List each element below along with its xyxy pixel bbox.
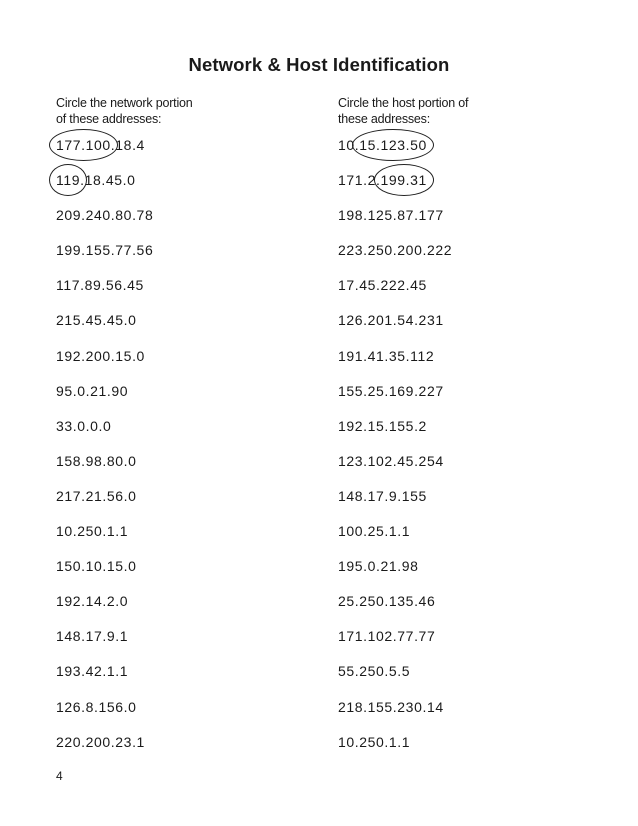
host-address-text: 155.25.169.227	[338, 382, 444, 399]
network-address-text: 192.200.15.0	[56, 347, 145, 364]
network-address-text: 119.18.45.0	[56, 172, 136, 189]
host-address-item	[338, 590, 598, 625]
host-address-text: 218.155.230.14	[338, 698, 444, 715]
host-instruction-line-2: these addresses:	[338, 112, 430, 126]
network-address-text: 10.250.1.1	[56, 523, 129, 540]
network-portion-column	[56, 0, 316, 826]
network-address-item	[56, 169, 316, 204]
network-address-text: 220.200.23.1	[56, 733, 145, 750]
network-address-list	[56, 134, 316, 766]
network-address-text: 193.42.1.1	[56, 663, 129, 680]
host-address-text: 192.15.155.2	[338, 417, 427, 434]
host-address-text: 148.17.9.155	[338, 487, 427, 504]
network-address-item	[56, 731, 316, 766]
network-address-text: 192.14.2.0	[56, 593, 129, 610]
network-address-item	[56, 590, 316, 625]
host-address-list	[338, 134, 598, 766]
network-address-text: 117.89.56.45	[56, 277, 144, 294]
network-address-text: 95.0.21.90	[56, 382, 129, 399]
host-address-item	[338, 204, 598, 239]
network-address-text: 126.8.156.0	[56, 698, 137, 715]
host-address-item	[338, 696, 598, 731]
network-address-item	[56, 415, 316, 450]
network-address-item	[56, 660, 316, 695]
network-address-item	[56, 520, 316, 555]
host-address-item	[338, 731, 598, 766]
host-address-item	[338, 380, 598, 415]
host-address-item	[338, 345, 598, 380]
host-address-item	[338, 555, 598, 590]
host-address-text: 191.41.35.112	[338, 347, 435, 364]
host-address-item	[338, 660, 598, 695]
host-address-item	[338, 485, 598, 520]
network-address-text: 150.10.15.0	[56, 558, 137, 575]
network-address-item	[56, 345, 316, 380]
network-address-item	[56, 450, 316, 485]
host-address-text: 10.250.1.1	[338, 733, 411, 750]
network-instructions	[56, 95, 296, 127]
network-address-text: 217.21.56.0	[56, 487, 137, 504]
network-address-text: 215.45.45.0	[56, 312, 137, 329]
network-instruction-line-1: Circle the network portion	[56, 96, 193, 110]
host-address-item	[338, 520, 598, 555]
host-address-text: 123.102.45.254	[338, 452, 444, 469]
network-address-item	[56, 204, 316, 239]
host-address-item	[338, 169, 598, 204]
page-title: Network & Host Identification	[188, 54, 450, 75]
host-portion-column	[338, 0, 598, 826]
host-address-item	[338, 309, 598, 344]
network-address-item	[56, 274, 316, 309]
network-address-text: 177.100.18.4	[56, 137, 145, 153]
network-address-item	[56, 134, 316, 169]
host-address-item	[338, 239, 598, 274]
host-instruction-line-1: Circle the host portion of	[338, 96, 469, 110]
host-address-text: 198.125.87.177	[338, 207, 444, 224]
network-address-text: 33.0.0.0	[56, 417, 112, 434]
host-address-text: 100.25.1.1	[338, 523, 411, 540]
page-number: 4	[56, 769, 63, 783]
network-address-text: 148.17.9.1	[56, 628, 129, 645]
host-instructions	[338, 95, 578, 127]
network-address-item	[56, 380, 316, 415]
host-address-text: 195.0.21.98	[338, 558, 419, 575]
host-address-item	[338, 450, 598, 485]
network-address-text: 158.98.80.0	[56, 452, 137, 469]
host-address-text: 55.250.5.5	[338, 663, 411, 680]
network-address-text: 199.155.77.56	[56, 242, 154, 259]
network-instruction-line-2: of these addresses:	[56, 112, 162, 126]
host-address-item	[338, 134, 598, 169]
host-address-text: 10.15.123.50	[338, 137, 427, 153]
network-address-text: 209.240.80.78	[56, 207, 154, 224]
host-address-item	[338, 625, 598, 660]
network-address-item	[56, 555, 316, 590]
network-address-item	[56, 625, 316, 660]
network-address-item	[56, 239, 316, 274]
host-address-item	[338, 415, 598, 450]
network-address-item	[56, 309, 316, 344]
host-address-text: 126.201.54.231	[338, 312, 444, 329]
host-address-text: 25.250.135.46	[338, 593, 436, 610]
host-address-text: 171.102.77.77	[338, 628, 436, 645]
host-address-item	[338, 274, 598, 309]
host-address-text: 17.45.222.45	[338, 277, 427, 294]
host-address-text: 223.250.200.222	[338, 242, 453, 259]
host-address-text: 171.2.199.31	[338, 172, 427, 189]
network-address-item	[56, 696, 316, 731]
network-address-item	[56, 485, 316, 520]
